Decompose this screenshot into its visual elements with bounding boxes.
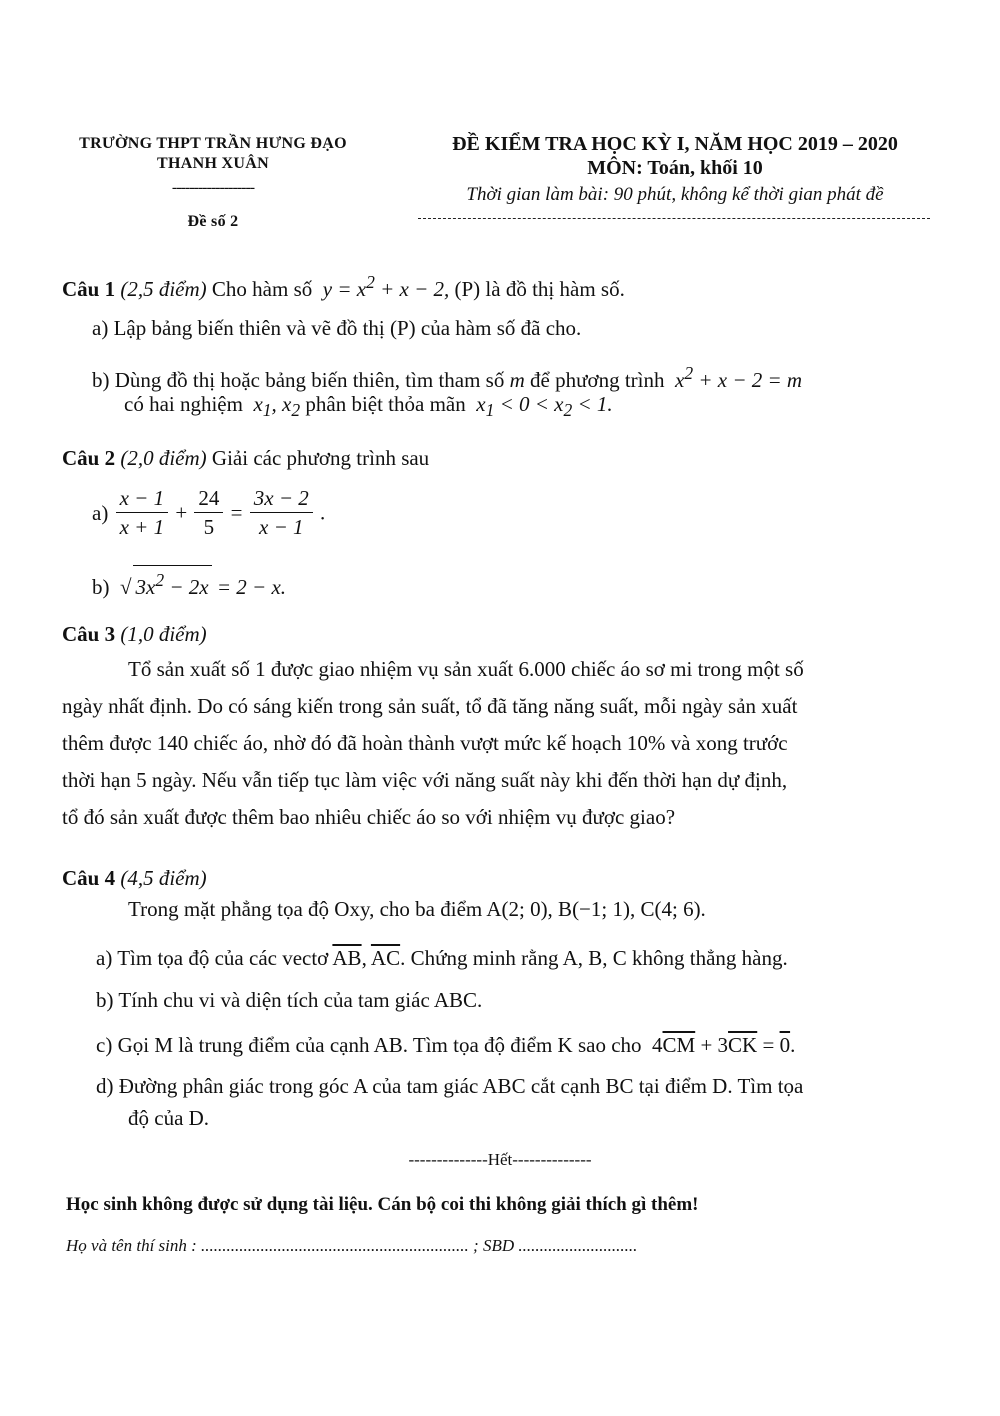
q4-heading: [62, 864, 207, 892]
q3-label: Câu 3: [62, 622, 116, 646]
q3-line5: tổ đó sản xuất được thêm bao nhiêu chiếc áo so với nhiệm vụ được giao?: [62, 805, 676, 829]
q1-b-text3: có hai nghiệm: [124, 392, 243, 416]
exam-time-note: Thời gian làm bài: 90 phút, không kể thời gian phát đề: [466, 184, 884, 205]
q1-roots: $x_1$, $x_2$: [248, 392, 301, 421]
q4-b-text: Tính chu vi và diện tích của tam giác ABC.: [118, 988, 483, 1012]
q2-b-equation: √ $3x^2 - 2x = 2 - x$.: [115, 575, 286, 599]
candidate-info: [66, 1236, 637, 1256]
q4-part-a: a) Tìm tọa độ của các vectơ $\overline{AB}$, $\overline{AC}$. Chứng minh rằng A, B, C không thẳng hàng.: [96, 946, 788, 970]
name-dots: ...............................................................: [201, 1236, 469, 1255]
q1-stem-post: là đồ thị hàm số.: [485, 277, 625, 301]
q1-a-text: Lập bảng biến thiên và vẽ đồ thị (P) của hàm số đã cho.: [113, 316, 582, 340]
q2-a-frac2: $\frac{24}{5}$: [194, 484, 223, 541]
q4-part-d-line2: độ của D.: [128, 1106, 210, 1130]
q3-line1: Tổ sản xuất số 1 được giao nhiệm vụ sản xuất 6.000 chiếc áo sơ mi trong một số: [128, 657, 804, 681]
exam-code: Đề số 2: [187, 213, 239, 230]
school-divider: -------------------: [171, 179, 255, 196]
q4-points: (4,5 điểm): [120, 866, 207, 890]
q1-points: (2,5 điểm): [120, 277, 207, 301]
q2-stem: [62, 444, 429, 472]
sbd-dots: ............................: [518, 1236, 638, 1255]
q4-part-b: [96, 986, 482, 1014]
header-divider: [418, 218, 930, 219]
q4-b-label: b): [96, 988, 114, 1012]
q3-stem: [62, 620, 207, 648]
q4-part-d-line1: [96, 1072, 803, 1100]
q1-param-m: m: [509, 368, 525, 392]
exam-title: ĐỀ KIỂM TRA HỌC KỲ I, NĂM HỌC 2019 – 2020: [452, 133, 898, 155]
sbd-label: ; SBD: [473, 1236, 515, 1255]
q2-a-frac1: $\frac{x - 1}{x + 1}$: [116, 484, 169, 541]
exam-header: [412, 132, 938, 219]
q1-b-label: b): [92, 368, 110, 392]
q2-part-b: [92, 565, 286, 601]
q3-line2: ngày nhất định. Do có sáng kiến trong sản suất, tổ đã tăng năng suất, mỗi ngày sản xuất: [62, 694, 798, 718]
q1-label: Câu 1: [62, 277, 116, 301]
q2-a-label: a): [92, 500, 109, 525]
q3-line3: thêm được 140 chiếc áo, nhờ đó đã hoàn thành vượt mức kế hoạch 10% và xong trước: [62, 731, 788, 755]
q2-b-label: b): [92, 575, 110, 599]
q4-d-text1: Đường phân giác trong góc A của tam giác ABC cắt cạnh BC tại điểm D. Tìm tọa: [118, 1074, 804, 1098]
q4-stem: Trong mặt phẳng tọa độ Oxy, cho ba điểm A(2; 0), B(−1; 1), C(4; 6).: [128, 897, 706, 921]
q2-points: (2,0 điểm): [120, 446, 207, 470]
q4-d-label: d): [96, 1074, 114, 1098]
q3-body: [62, 651, 938, 836]
school-name: TRƯỜNG THPT TRẦN HƯNG ĐẠO: [79, 135, 347, 152]
vector-ac: $\overline{AC}$: [370, 946, 401, 970]
q4-c-label: c): [96, 1033, 113, 1057]
q4-part-c: [96, 1031, 795, 1059]
q4-a-text1: Tìm tọa độ của các vectơ: [117, 946, 329, 970]
vector-ab: $\overline{AB}$: [332, 946, 362, 970]
q4-a-text2: Chứng minh rằng A, B, C không thẳng hàng.: [410, 946, 788, 970]
q1-b-text4: phân biệt thỏa mãn: [305, 392, 466, 416]
exam-rules-note: Học sinh không được sử dụng tài liệu. Cán bộ coi thi không giải thích gì thêm!: [66, 1194, 699, 1215]
school-block: [48, 134, 378, 232]
q1-condition: $x_1 < 0 < x_2 < 1$.: [471, 392, 613, 421]
q1-b-text1: Dùng đồ thị hoặc bảng biến thiên, tìm tham số: [114, 368, 505, 392]
q2-label: Câu 2: [62, 446, 116, 470]
q1-part-b-line2: [124, 390, 613, 424]
q2-stem-text: Giải các phương trình sau: [211, 446, 430, 470]
q3-line4: thời hạn 5 ngày. Nếu vẫn tiếp tục làm việc với năng suất này khi đến thời hạn dự định,: [62, 768, 788, 792]
end-mark: --------------Hết--------------: [408, 1150, 592, 1169]
exam-subject: MÔN: Toán, khối 10: [587, 157, 763, 179]
q1-equation: $x^2 + x - 2 = m$: [669, 363, 803, 392]
name-label: Họ và tên thí sinh :: [66, 1236, 197, 1255]
q1-b-text2: để phương trình: [530, 368, 665, 392]
q1-stem: [62, 268, 625, 303]
school-district: THANH XUÂN: [157, 155, 269, 172]
q1-part-b-line1: [92, 359, 802, 394]
q1-a-label: a): [92, 316, 109, 340]
q1-graph-name: (P): [454, 277, 481, 301]
q1-part-a: [92, 314, 581, 342]
q4-label: Câu 4: [62, 866, 116, 890]
q1-function: $y = x^2 + x - 2$,: [317, 272, 450, 301]
q2-part-a: a) $\frac{x - 1}{x + 1}$ + $\frac{24}{5}$ = $\frac{3x - 2}{x - 1}$ .: [92, 486, 326, 539]
q3-points: (1,0 điểm): [120, 622, 207, 646]
q4-a-label: a): [96, 946, 113, 970]
q2-a-frac3: $\frac{3x - 2}{x - 1}$: [250, 484, 313, 541]
q1-stem-pre: Cho hàm số: [211, 277, 313, 301]
q4-c-vector-eq: $4\overline{CM} + 3\overline{CK} = 0$.: [646, 1033, 796, 1057]
q4-c-text: Gọi M là trung điểm của cạnh AB. Tìm tọa độ điểm K sao cho: [117, 1033, 642, 1057]
